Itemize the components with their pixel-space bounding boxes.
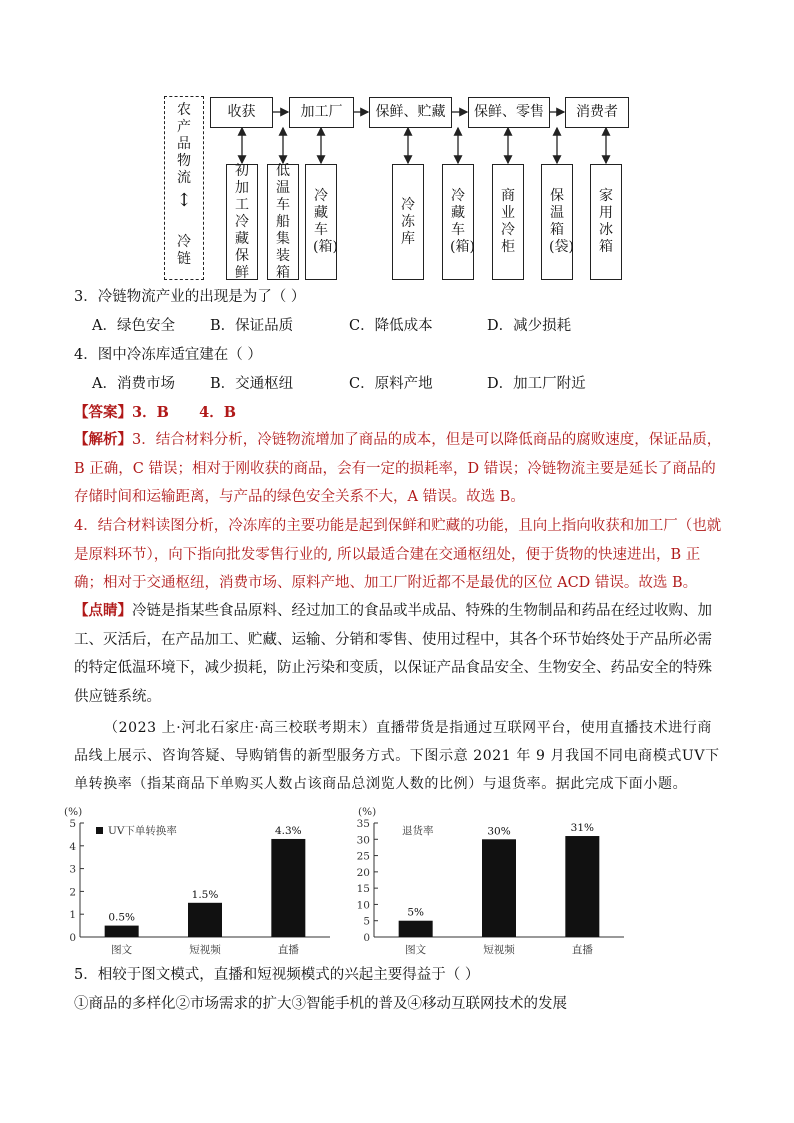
q4-option-c: C．原料产地 [349,376,433,392]
q5-stem: 5．相较于图文模式，直播和短视频模式的兴起主要得益于（ ） [74,967,480,983]
facility-lowtemp-container [267,164,299,280]
cold-chain-label: 冷链 [177,234,191,267]
q3-option-a: A．绿色安全 [92,318,175,334]
x-tick-label: 短视频 [189,944,221,956]
q3-stem: 3．冷链物流产业的出现是为了（ ） [74,289,306,305]
facility-cold-storage [392,164,424,280]
y-tick-label: 5 [363,915,370,928]
answer-label: 【答案】 [74,404,132,421]
double-arrow-glyph: ↕ [176,190,192,211]
y-tick-label: 10 [356,899,370,912]
bar-短视频 [482,839,516,937]
facility-label: 商业冷柜 [501,188,515,255]
stage-preserve-store: 保鲜、贮藏 [369,97,452,128]
facility-label: 初加工冷藏保鲜 [235,162,249,281]
bar-图文 [105,926,139,937]
y-tick-label: 15 [356,883,370,896]
x-tick-label: 图文 [405,944,427,956]
bar-value-label: 30% [487,825,511,838]
bar-图文 [399,921,433,937]
y-tick-label: 1 [69,909,76,922]
y-unit-label: (%) [64,806,83,818]
bar-短视频 [188,903,222,937]
stage-harvest: 收获 [210,97,273,128]
answer-text: 3．B 4．B [132,404,236,421]
legend-swatch [96,827,103,834]
y-tick-label: 0 [69,932,76,944]
stage-preserve-retail: 保鲜、零售 [468,97,550,128]
bar-直播 [271,839,305,937]
facility-insulated-box [541,164,573,280]
material-text: （2023 上·河北石家庄·高三校联考期末）直播带货是指通过互联网平台，使用直播技术进行商品线上展示、咨询答疑、导购销售的新型服务方式。下图示意 2021 年 9 月我国不同电商模式UV下单转换率（指某商品下单购买人数占该商品总浏览人数的比例）与退货率。据此完成下面小题。 [74,720,720,792]
stage-consumer: 消费者 [565,97,629,128]
y-tick-label: 35 [356,818,370,830]
tip-text: 冷链是指某些食品原料、经过加工的食品或半成品、特殊的生物制品和药品在经过收购、加工、灭活后，在产品加工、贮藏、运输、分销和零售、使用过程中，其各个环节始终处于产品所必需的特定低温环境下，减少损耗，防止污染和变质，以保证产品食品安全、生物安全、药品安全的特殊供应链系统。 [74,603,712,705]
y-unit-label: (%) [358,806,377,818]
q4-option-a: A．消费市场 [92,376,175,392]
legend-label: 退货率 [402,825,434,837]
x-tick-label: 直播 [571,944,593,956]
y-tick-label: 2 [69,886,76,899]
q5-statements: ①商品的多样化②市场需求的扩大③智能手机的普及④移动互联网技术的发展 [74,996,567,1012]
bar-value-label: 0.5% [108,911,136,924]
bar-value-label: 4.3% [274,824,302,837]
facility-label: 冷藏车(箱) [450,188,475,255]
analysis-text-1: 3．结合材料分析，冷链物流增加了商品的成本，但是可以降低商品的腐败速度，保证品质，B 正确，C 错误；相对于刚收获的商品，会有一定的损耗率，D 错误；冷链物流主要是延长了商品的存储时间和运输距离，与产品的绿色安全关系不大，A 错误。故选 B。 [74,432,722,505]
answer-line [74,403,236,423]
facility-commercial-freezer [492,164,524,280]
analysis-p2 [74,512,724,598]
tip-paragraph [74,597,724,711]
y-tick-label: 30 [356,834,370,847]
facility-reefer-truck-1 [305,164,337,280]
x-tick-label: 直播 [277,944,299,956]
q3-option-b: B．保证品质 [210,318,294,334]
facility-home-fridge [590,164,622,280]
y-tick-label: 4 [69,840,76,853]
facility-label: 家用冰箱 [599,188,613,255]
bar-value-label: 1.5% [191,888,219,901]
y-tick-label: 0 [363,932,370,944]
chart-uv-conversion [56,800,346,965]
bar-直播 [565,836,599,937]
y-tick-label: 25 [356,850,370,863]
facility-reefer-truck-2 [442,164,474,280]
chart-return-rate [350,800,640,965]
chart-uv-conversion-svg [56,800,346,965]
q3-option-d: D．减少损耗 [487,318,572,334]
analysis-p1 [74,426,724,512]
y-tick-label: 20 [356,866,370,879]
q4-option-b: B．交通枢纽 [210,376,294,392]
facility-label: 冷冻库 [401,196,415,247]
tip-label: 【点睛】 [74,602,132,619]
q4-stem: 4．图中冷冻库适宜建在（ ） [74,347,262,363]
x-tick-label: 图文 [111,944,133,956]
logistics-label: 农产品物流 [177,102,191,186]
q4-option-d: D．加工厂附近 [487,376,586,392]
material-paragraph [74,714,724,798]
analysis-text-2: 4．结合材料读图分析，冷冻库的主要功能是起到保鲜和贮藏的功能，且向上指向收获和加工厂（也就是原料环节），向下指向批发零售行业的, 所以最适合建在交通枢纽处，便于货物的快速进出，B 正确；相对于交通枢纽，消费市场、原料产地、加工厂附近都不是最优的区位 ACD 错误。故选 B。 [74,518,722,591]
chart-return-rate-svg [350,800,640,965]
x-tick-label: 短视频 [483,944,515,956]
facility-label: 保温箱(袋) [549,188,574,255]
y-tick-label: 3 [69,863,76,876]
cold-chain-diagram [160,92,640,287]
facility-initial-processing [226,164,258,280]
legend-label: UV下单转换率 [108,825,177,837]
bar-value-label: 5% [407,906,425,919]
y-tick-label: 5 [69,818,76,830]
q3-option-c: C．降低成本 [349,318,433,334]
facility-label: 冷藏车(箱) [313,188,338,255]
stage-factory: 加工厂 [289,97,354,128]
bar-value-label: 31% [570,822,595,835]
facility-label: 低温车船集装箱 [276,162,290,281]
analysis-label: 【解析】 [74,431,132,448]
